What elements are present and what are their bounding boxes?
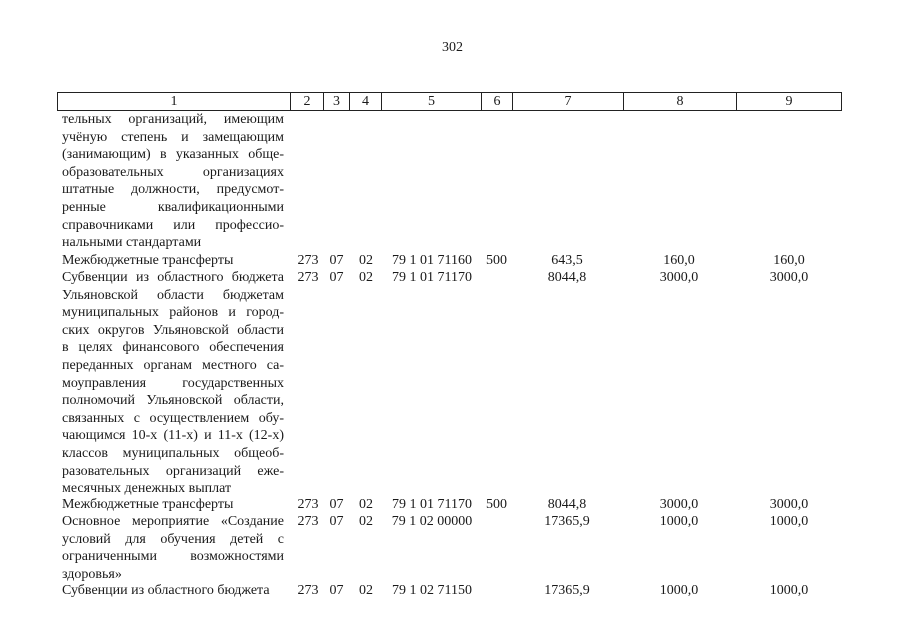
column-header-5: 5 bbox=[382, 93, 482, 110]
row-name-line: образовательных организациях bbox=[62, 164, 284, 180]
cell-col-4: 02 bbox=[359, 583, 373, 598]
column-header-3: 3 bbox=[324, 93, 350, 110]
row-name bbox=[62, 582, 284, 600]
cell-col-8: 1000,0 bbox=[659, 514, 699, 529]
row-name-line: в целях финансового обеспечения bbox=[62, 340, 284, 356]
row-name-line: справочниками или профессио- bbox=[62, 217, 284, 233]
cell-col-3: 07 bbox=[329, 253, 344, 268]
cell-col-7: 643,5 bbox=[551, 253, 583, 268]
cell-col-7: 17365,9 bbox=[544, 514, 590, 529]
row-name-line: штатные должности, предусмот- bbox=[62, 182, 284, 198]
row-name bbox=[62, 513, 284, 583]
column-header-2: 2 bbox=[291, 93, 324, 110]
row-name bbox=[62, 496, 284, 514]
cell-col-5: 79 1 01 71170 bbox=[392, 270, 472, 285]
cell-col-2: 273 bbox=[297, 497, 319, 512]
cell-col-6: 500 bbox=[486, 497, 507, 512]
cell-col-5: 79 1 02 71150 bbox=[392, 583, 472, 598]
row-name-line: моуправления государственных bbox=[62, 375, 284, 391]
cell-col-8: 3000,0 bbox=[659, 270, 699, 285]
row-name-line: Межбюджетные трансферты bbox=[62, 253, 234, 268]
cell-col-3: 07 bbox=[329, 497, 344, 512]
row-name-line: Субвенции из областного бюджета bbox=[62, 583, 270, 598]
row-name-line: классов муниципальных общеоб- bbox=[62, 445, 284, 461]
column-header-8: 8 bbox=[624, 93, 737, 110]
cell-col-7: 17365,9 bbox=[544, 583, 590, 598]
row-name-line: учёную степень и замещающим bbox=[62, 129, 284, 145]
column-header-7: 7 bbox=[513, 93, 624, 110]
row-name-line: чающимся 10-х (11-х) и 11-х (12-х) bbox=[62, 428, 284, 444]
row-name-line: нальными стандартами bbox=[62, 235, 202, 251]
row-name-line: здоровья» bbox=[62, 566, 122, 582]
cell-col-6: 500 bbox=[486, 253, 507, 268]
cell-col-4: 02 bbox=[359, 253, 373, 268]
column-header-6: 6 bbox=[482, 93, 513, 110]
row-name bbox=[62, 252, 284, 270]
cell-col-2: 273 bbox=[297, 270, 319, 285]
page-number: 302 bbox=[442, 40, 463, 55]
cell-col-4: 02 bbox=[359, 497, 373, 512]
row-name-line: (занимающим) в указанных обще- bbox=[62, 147, 284, 163]
row-name-line: Субвенции из областного бюджета bbox=[62, 270, 284, 285]
cell-col-7: 8044,8 bbox=[547, 270, 587, 285]
cell-col-5: 79 1 02 00000 bbox=[391, 514, 473, 529]
row-name-line: ренные квалификационными bbox=[62, 199, 284, 215]
cell-col-2: 273 bbox=[297, 253, 319, 268]
row-name-line: разовательных организаций еже- bbox=[62, 463, 284, 479]
cell-col-2: 273 bbox=[297, 583, 319, 598]
cell-col-5: 79 1 01 71160 bbox=[392, 253, 472, 268]
row-name-line: тельных организаций, имеющим bbox=[62, 112, 284, 127]
cell-col-2: 273 bbox=[297, 514, 319, 529]
row-name-line: Межбюджетные трансферты bbox=[62, 497, 234, 512]
row-name bbox=[62, 269, 284, 498]
cell-col-7: 8044,8 bbox=[547, 497, 587, 512]
row-name-line: условий для обучения детей с bbox=[62, 531, 284, 547]
row-name-line: месячных денежных выплат bbox=[62, 481, 232, 497]
row-name-line: ских округов Ульяновской области bbox=[62, 322, 284, 338]
row-name-line: полномочий Ульяновской области, bbox=[62, 393, 284, 409]
cell-col-9: 1000,0 bbox=[769, 583, 809, 598]
cell-col-8: 3000,0 bbox=[659, 497, 699, 512]
cell-col-9: 3000,0 bbox=[769, 270, 809, 285]
row-name-line: муниципальных районов и город- bbox=[62, 305, 284, 321]
cell-col-9: 1000,0 bbox=[769, 514, 809, 529]
cell-col-8: 1000,0 bbox=[659, 583, 699, 598]
row-name-line: Основное мероприятие «Создание bbox=[62, 514, 284, 529]
row-name-line: ограниченными возможностями bbox=[62, 549, 284, 565]
column-header-9: 9 bbox=[785, 94, 793, 109]
column-header-4: 4 bbox=[350, 93, 382, 110]
cell-col-9: 3000,0 bbox=[769, 497, 809, 512]
row-name-line: Ульяновской области бюджетам bbox=[62, 287, 284, 303]
cell-col-3: 07 bbox=[329, 583, 344, 598]
cell-col-5: 79 1 01 71170 bbox=[392, 497, 472, 512]
cell-col-4: 02 bbox=[359, 270, 373, 285]
cell-col-9: 160,0 bbox=[773, 253, 805, 268]
cell-col-4: 02 bbox=[359, 514, 373, 529]
cell-col-8: 160,0 bbox=[663, 253, 695, 268]
column-header-1: 1 bbox=[58, 93, 291, 110]
row-name-line: переданных органам местного са- bbox=[62, 357, 284, 373]
cell-col-3: 07 bbox=[329, 514, 344, 529]
row-name bbox=[62, 111, 284, 252]
row-name-line: связанных с осуществлением обу- bbox=[62, 410, 284, 426]
cell-col-3: 07 bbox=[329, 270, 344, 285]
